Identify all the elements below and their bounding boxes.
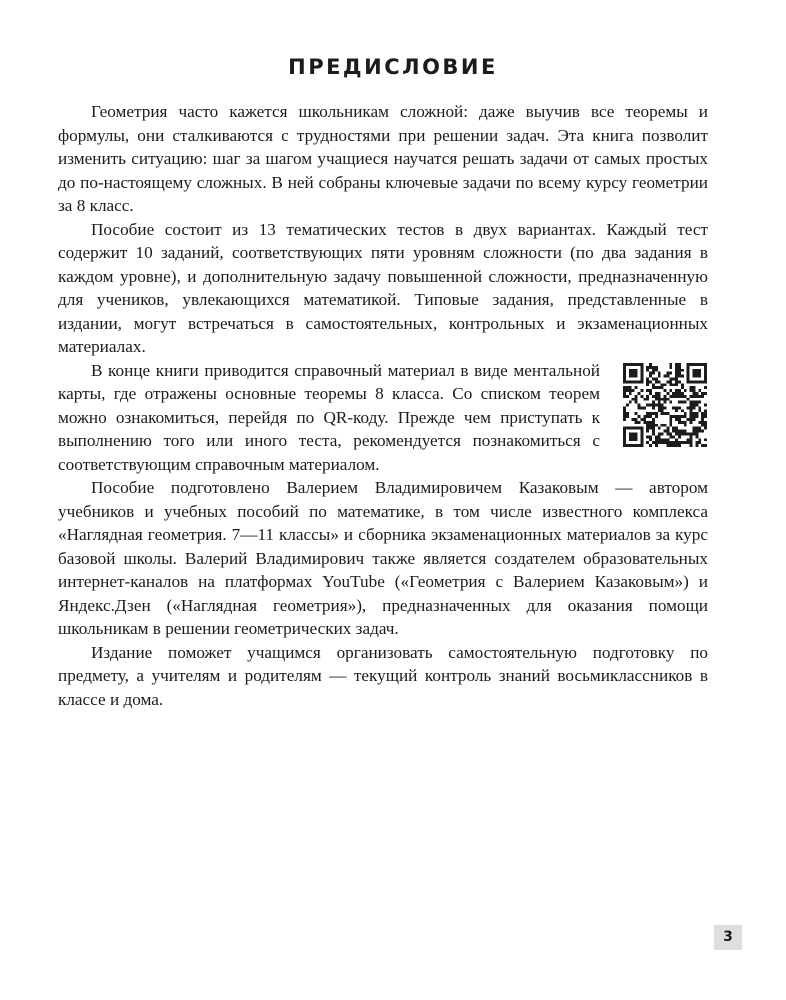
preface-body	[58, 100, 708, 711]
page-title: ПРЕДИСЛОВИЕ	[288, 55, 498, 79]
paragraph-reference: В конце книги приводится справочный материал в виде ментальной карты, где отражены основные теоремы 8 класса. Со списком теорем можно ознакомиться, перейдя по QR-коду. Прежде чем приступать к выполнению того или иного теста, рекомендуется познакомиться с соответствующим справочным материалом.	[58, 360, 600, 474]
paragraph-author: Пособие подготовлено Валерием Владимировичем Казаковым — автором учебников и учебных пособий по математике, в том числе известного комплекса «Наглядная геометрия. 7—11 классы» и сборника экзаменационных материалов за курс базовой школы. Валерий Владимирович также является создателем образовательных интернет-каналов на платформах YouTube («Геометрия с Валерием Казаковым») и Яндекс.Дзен («Наглядная геометрия»), предназначенных для оказания помощи школьникам в решении геометрических задач.	[58, 478, 708, 638]
page-number: 3	[714, 925, 742, 950]
qr-code-icon[interactable]	[622, 363, 708, 447]
paragraph-intro: Геометрия часто кажется школьникам сложной: даже выучив все теоремы и формулы, они сталкиваются с трудностями при решении задач. Эта книга позволит изменить ситуацию: шаг за шагом учащиеся научатся решать задачи от самых простых до по-настоящему сложных. В ней собраны ключевые задачи по всему курсу геометрии за 8 класс.	[58, 102, 708, 215]
paragraph-purpose: Издание поможет учащимся организовать самостоятельную подготовку по предмету, а учителям и родителям — текущий контроль знаний восьмиклассников в классе и дома.	[58, 642, 708, 709]
paragraph-structure: Пособие состоит из 13 тематических тестов в двух вариантах. Каждый тест содержит 10 заданий, соответствующих пяти уровням сложности (по два задания в каждом уровне), и дополнительную задачу повышенной сложности, предназначенную для учеников, увлекающихся математикой. Типовые задания, представленные в издании, могут встречаться в самостоятельных, контрольных и экзаменационных материалах.	[58, 219, 708, 356]
